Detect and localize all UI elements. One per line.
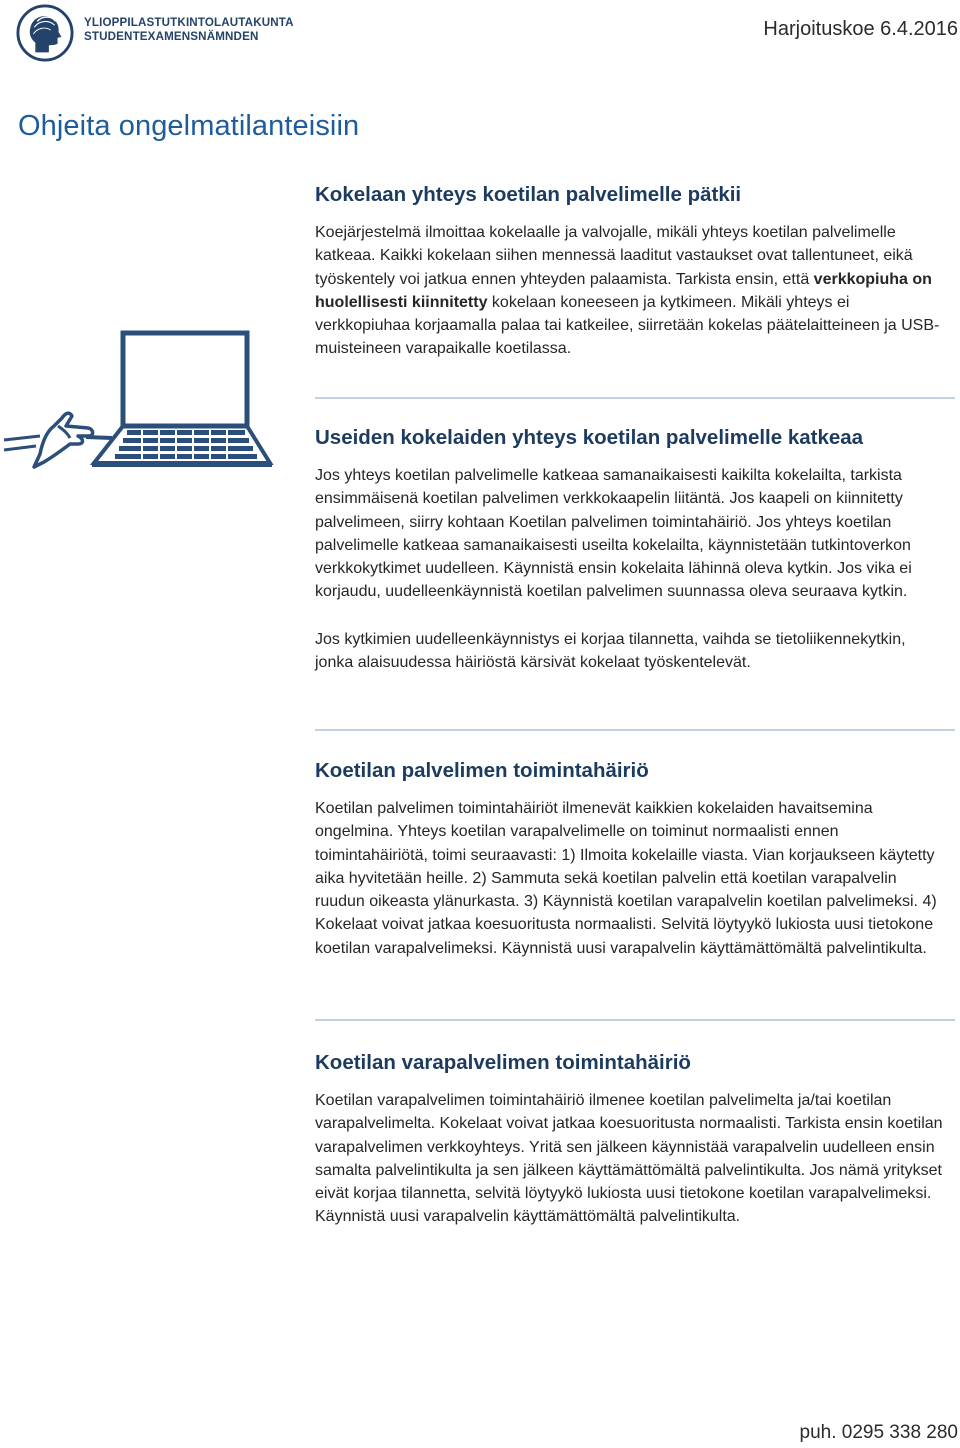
section-divider — [315, 729, 955, 731]
organization-name-sv: STUDENTEXAMENSNÄMNDEN — [84, 30, 259, 43]
body-emphasis: verkkopiuha on huolellisesti kiinnitetty — [315, 270, 932, 311]
body-text: Koejärjestelmä ilmoittaa kokelaalle ja valvojalle, mikäli yhteys koetilan palvelimelle katkeaa. Kaikki kokelaan siihen mennessä laaditut vastaukset ovat tallentuneet, eikä työskentely voi jatkua ennen yhteyden palaamista. Tarkista ensin, että — [315, 224, 913, 288]
document-label: Harjoituskoe 6.4.2016 — [763, 18, 958, 40]
section-title: Kokelaan yhteys koetilan palvelimelle pätkii — [315, 183, 742, 206]
section-divider — [315, 397, 955, 399]
section-title: Koetilan palvelimen toimintahäiriö — [315, 759, 649, 782]
section-body — [315, 221, 943, 361]
section-divider — [315, 1019, 955, 1021]
laptop-with-network-cable-icon — [0, 326, 280, 476]
body-text: kokelaan koneeseen ja kytkimeen. Mikäli yhteys ei verkkopiuhaa korjaamalla palaa tai katkeilee, siirretään kokelas päätelaitteineen ja USB-muisteineen varapaikalle koetilassa. — [315, 293, 940, 358]
profile-head-logo-icon — [16, 4, 74, 62]
section-body: Jos kytkimien uudelleenkäynnistys ei korjaa tilannetta, vaihda se tietoliikennekytkin, jonka alaisuudessa häiriöstä kärsivät kokelaat työskentelevät. — [315, 630, 906, 672]
organization-name — [84, 16, 294, 44]
section-server-malfunction — [315, 759, 943, 960]
section-title: Koetilan varapalvelimen toimintahäiriö — [315, 1051, 691, 1074]
page-title: Ohjeita ongelmatilanteisiin — [18, 110, 360, 142]
organization-name-fi: YLIOPPILASTUTKINTOLAUTAKUNTA — [84, 16, 294, 29]
section-body: Koetilan varapalvelimen toimintahäiriö ilmenee koetilan palvelimelta ja/tai koetilan varapalvelimelta. Kokelaat voivat jatkaa koesuoritusta normaalisti. Tarkista ensin koetilan varapalvelimen verkkoyhteys. Yritä sen jälkeen käynnistää varapalvelin uudelleen ensin samalta palvelintikulta ja sen jälkeen käyttämättömältä palvelintikulta. Jos nämä yritykset eivät korjaa tilannetta, selvitä löytyykö lukiosta uusi tietokone koetilan varapalvelimeksi. Käynnistä uusi varapalvelin käyttämättömältä palvelintikulta. — [315, 1092, 943, 1226]
section-connection-flaky — [315, 183, 943, 361]
section-backup-server-malfunction — [315, 1051, 943, 1229]
section-title: Useiden kokelaiden yhteys koetilan palvelimelle katkeaa — [315, 426, 864, 449]
section-body: Koetilan palvelimen toimintahäiriöt ilmenevät kaikkien kokelaiden havaitsemina ongelmina. Yhteys koetilan varapalvelimelle on toiminut normaalisti ennen toimintahäiriötä, toimi seuraavasti: 1) Ilmoita kokelaille viasta. Vian korjaukseen käytetty aika hyvitetään heille. 2) Sammuta sekä koetilan palvelin että koetilan varapalvelin ruudun oikeasta ylänurkasta. 3) Käynnistä koetilan varapalvelin koetilan palvelimeksi. 4) Kokelaat voivat jatkaa koesuoritusta normaalisti. Selvitä löytyykö lukiosta uusi tietokone koetilan varapalvelimeksi. Käynnistä uusi varapalvelin käyttämättömältä palvelintikulta. — [315, 800, 937, 957]
section-multiple-connections-lost — [315, 426, 943, 674]
section-body: Jos yhteys koetilan palvelimelle katkeaa samanaikaisesti kaikilta kokelailta, tarkista ensimmäisenä koetilan palvelimen verkkokaapelin liitäntä. Jos kaapeli on kiinnitetty palvelimeen, siirry kohtaan Koetilan palvelimen toimintahäiriö. Jos yhteys koetilan palvelimelle katkeaa samanaikaisesti useilta kokelailta, käynnistetään tutkintoverkon verkkokytkimet uudelleen. Käynnistä ensin kokelaita lähinnä oleva kytkin. Jos vika ei korjaudu, uudelleenkäynnistä koetilan palvelimen suunnassa oleva seuraava kytkin. — [315, 467, 912, 601]
footer-phone: puh. 0295 338 280 — [799, 1422, 958, 1443]
